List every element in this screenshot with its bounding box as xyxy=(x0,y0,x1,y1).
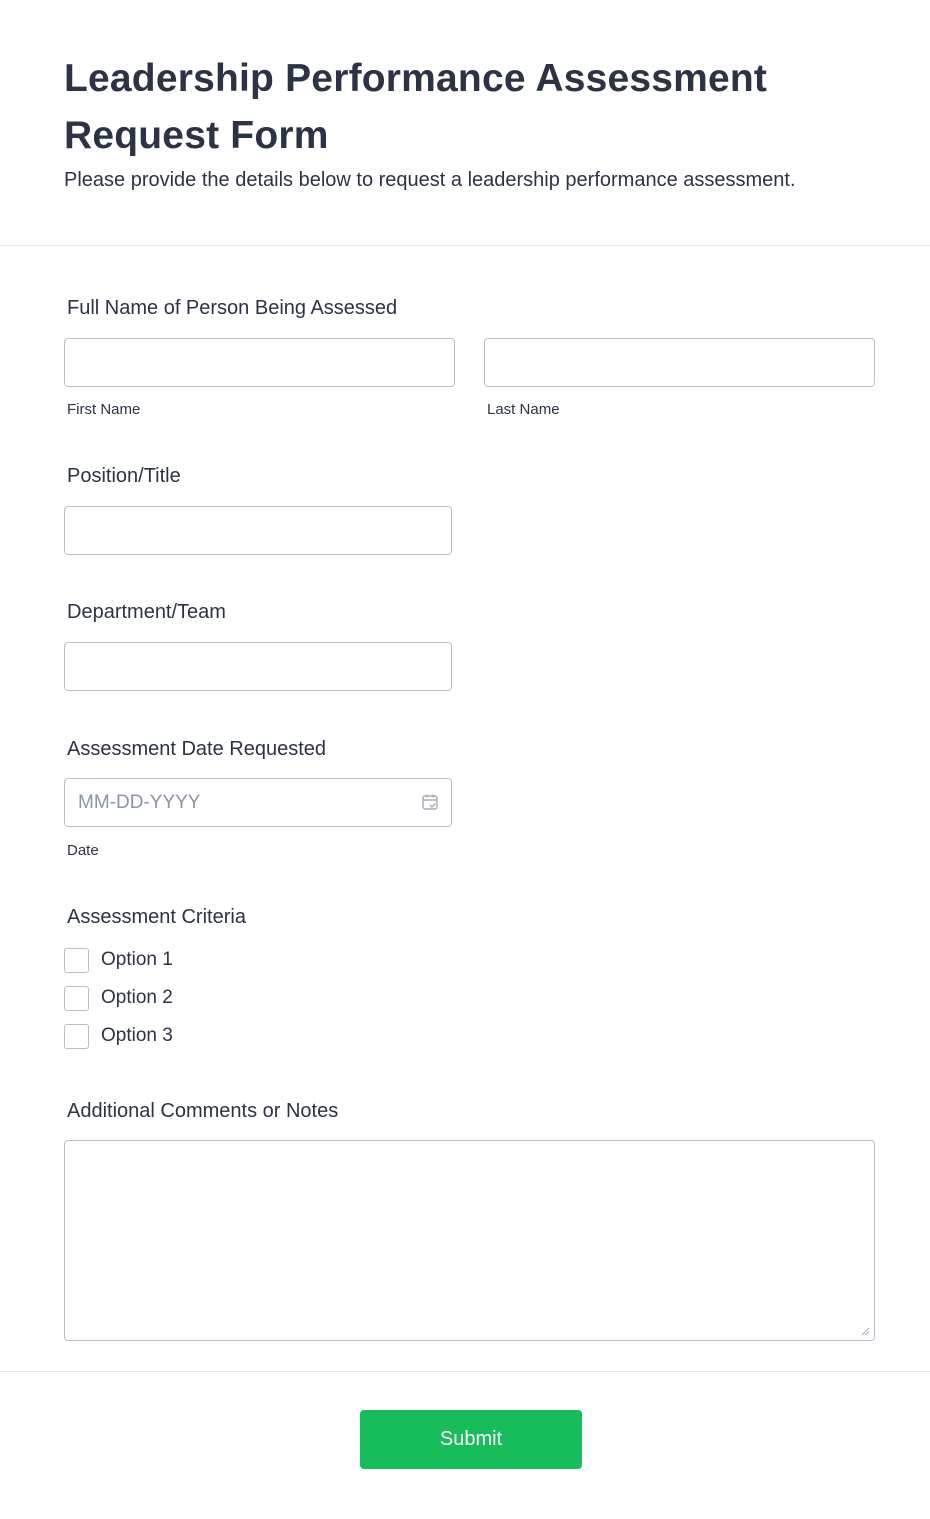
checkbox-label: Option 3 xyxy=(101,1025,173,1046)
checkbox-label: Option 1 xyxy=(101,949,173,970)
checkbox[interactable] xyxy=(64,1024,89,1049)
comments-label: Additional Comments or Notes xyxy=(67,1100,339,1122)
department-input[interactable] xyxy=(64,642,452,691)
form-header xyxy=(0,0,930,246)
first-name-sublabel: First Name xyxy=(67,401,141,418)
criteria-option-3[interactable] xyxy=(64,1023,173,1049)
date-sublabel: Date xyxy=(67,842,99,859)
date-field xyxy=(64,778,452,827)
resize-handle-icon[interactable] xyxy=(860,1326,870,1336)
department-label: Department/Team xyxy=(67,601,226,623)
submit-button[interactable]: Submit xyxy=(360,1410,582,1469)
criteria-option-2[interactable] xyxy=(64,985,173,1011)
last-name-sublabel: Last Name xyxy=(487,401,560,418)
comments-textarea[interactable] xyxy=(64,1140,875,1341)
checkbox[interactable] xyxy=(64,948,89,973)
checkbox[interactable] xyxy=(64,986,89,1011)
position-input[interactable] xyxy=(64,506,452,555)
footer-divider xyxy=(0,1371,930,1372)
checkbox-label: Option 2 xyxy=(101,987,173,1008)
calendar-icon[interactable] xyxy=(421,793,439,811)
position-label: Position/Title xyxy=(67,465,181,487)
date-input[interactable] xyxy=(64,778,452,827)
date-label: Assessment Date Requested xyxy=(67,738,327,760)
form-subtitle: Please provide the details below to request a leadership performance assessment. xyxy=(64,169,796,191)
criteria-option-1[interactable] xyxy=(64,947,173,973)
form-title: Leadership Performance Assessment Request Form xyxy=(64,57,768,157)
criteria-label: Assessment Criteria xyxy=(67,906,246,928)
full-name-label: Full Name of Person Being Assessed xyxy=(67,297,398,319)
first-name-input[interactable] xyxy=(64,338,455,387)
last-name-input[interactable] xyxy=(484,338,875,387)
